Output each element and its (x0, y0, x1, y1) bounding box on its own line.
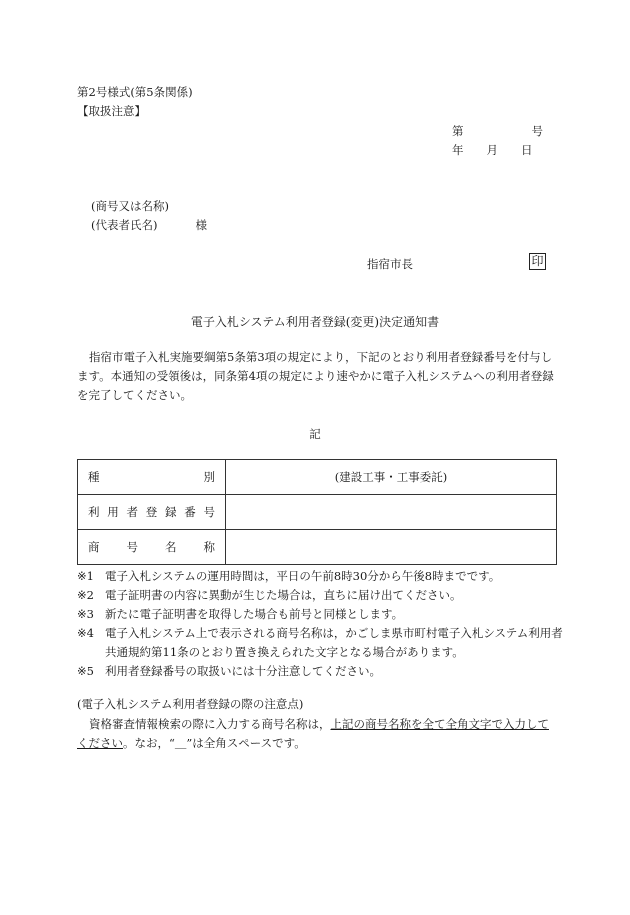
row-label (78, 495, 226, 530)
note-mark: ※5 (77, 664, 94, 678)
body-paragraph: 指宿市電子入札実施要綱第5条第3項の規定により，下記のとおり利用者登録番号を付与します。本通知の受領後は，同条第4項の規定により速やかに電子入札システムへの利用者登録を完了してください。 (77, 350, 554, 402)
representative-label: (代表者氏名) (91, 218, 158, 232)
row-label (78, 530, 226, 565)
issue-date: 年 月 日 (452, 143, 533, 157)
sender-mayor: 指宿市長 (367, 257, 413, 271)
form-number: 第2号様式(第5条関係) (77, 85, 193, 99)
table-row (78, 495, 557, 530)
list-item (77, 662, 567, 681)
number-prefix: 第 (452, 124, 464, 138)
underlined-instruction: 上記の商号名称を全て全角文字で入力してください (77, 717, 549, 750)
list-item (77, 567, 567, 586)
row-value (226, 495, 557, 530)
label-char: 称 (203, 540, 215, 554)
note-text: 新たに電子証明書を取得した場合も前号と同様とします。 (105, 607, 404, 621)
document-title: 電子入札システム利用者登録(変更)決定通知書 (190, 315, 440, 329)
seal-mark: 印 (529, 253, 546, 270)
label-char: 用 (107, 505, 119, 519)
ki-heading: 記 (309, 427, 321, 441)
number-suffix: 号 (531, 124, 543, 138)
note-mark: ※2 (77, 588, 94, 602)
label-char: 号 (126, 540, 138, 554)
company-name-label: (商号又は名称) (91, 199, 169, 213)
notes-list (77, 567, 567, 681)
note-mark: ※4 (77, 626, 94, 640)
list-item (77, 624, 567, 662)
honorific: 様 (195, 218, 207, 232)
label-char: 録 (165, 505, 177, 519)
label-char: 者 (126, 505, 138, 519)
row-value: (建設工事・工事委託) (226, 460, 557, 495)
notes-text-before: 資格審査情報検索の際に入力する商号名称は， (89, 717, 331, 731)
note-text: 電子証明書の内容に異動が生じた場合は，直ちに届け出てください。 (105, 588, 462, 602)
row-value (226, 530, 557, 565)
label-char: 別 (203, 470, 215, 484)
registration-notes-text (77, 715, 559, 753)
label-char: 名 (165, 540, 177, 554)
list-item (77, 605, 567, 624)
table-row (78, 460, 557, 495)
label-char: 登 (145, 505, 158, 519)
row-label (78, 460, 226, 495)
label-char: 商 (88, 540, 100, 554)
note-mark: ※1 (77, 569, 94, 583)
label-char: 番 (184, 505, 196, 519)
label-char: 号 (203, 505, 215, 519)
list-item (77, 586, 567, 605)
note-mark: ※3 (77, 607, 94, 621)
registration-table (77, 459, 557, 565)
representative-line (91, 217, 207, 233)
note-text: 電子入札システム上で表示される商号名称は，かごしま県市町村電子入札システム利用者共通規約第11条のとおり置き換えられた文字となる場合があります。 (105, 626, 563, 659)
note-text: 電子入札システムの運用時間は，平日の午前8時30分から午後8時までです。 (105, 569, 501, 583)
label-char: 利 (88, 505, 100, 519)
note-text: 利用者登録番号の取扱いには十分注意してください。 (105, 664, 381, 678)
label-char: 種 (88, 470, 100, 484)
notes-text-after: 。なお，“＿”は全角スペースです。 (123, 736, 306, 750)
registration-notes-heading: (電子入札システム利用者登録の際の注意点) (77, 697, 304, 711)
caution-label: 【取扱注意】 (77, 104, 146, 118)
table-row (78, 530, 557, 565)
document-number (452, 123, 543, 139)
